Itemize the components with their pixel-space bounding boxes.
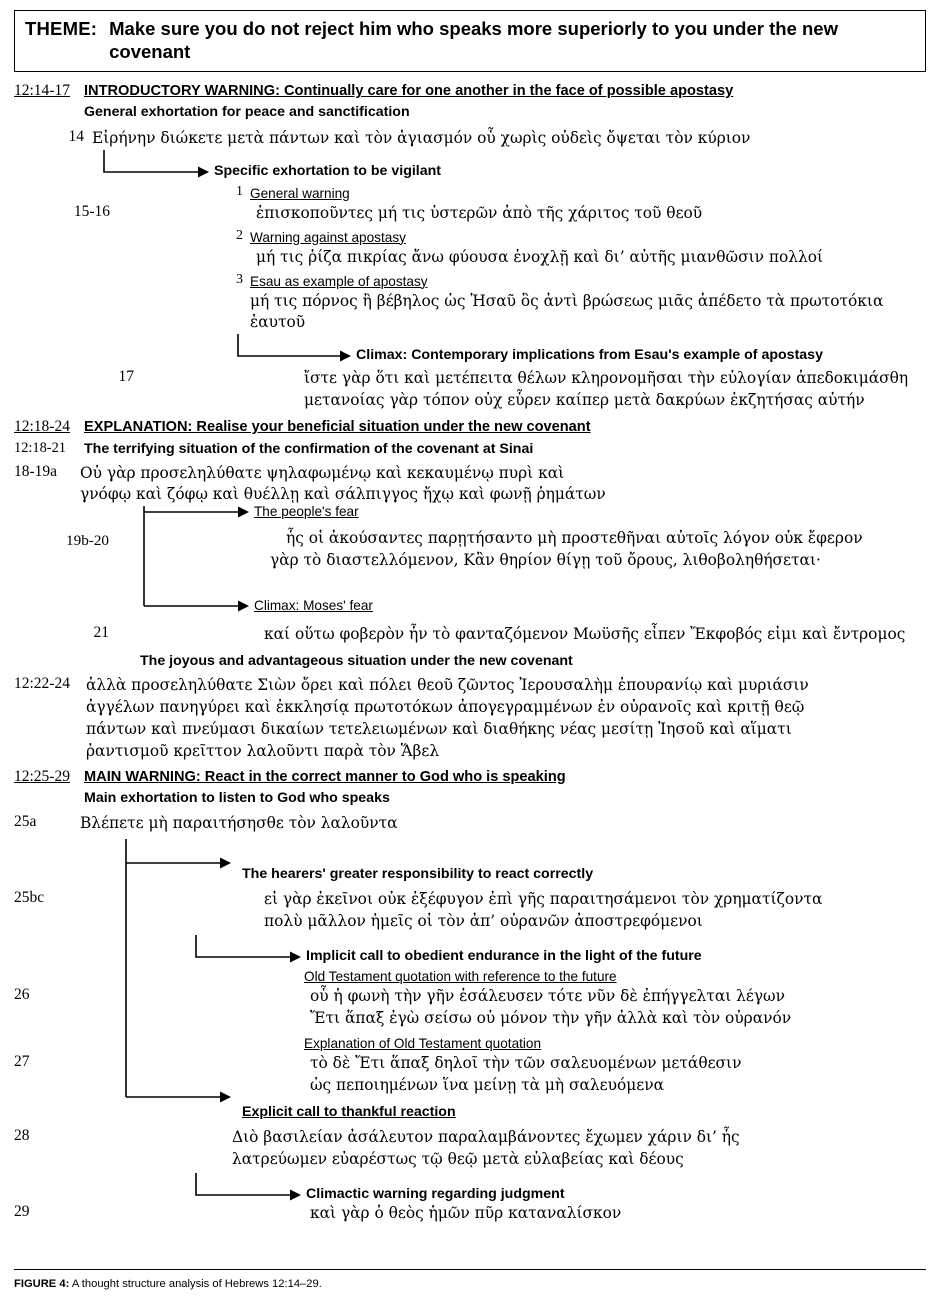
item-2-greek-row [14,247,926,269]
verse-ref-17: 17 [118,368,134,386]
verse-ref-12-22-24: 12:22-24 [14,675,70,693]
heading-explanation: EXPLANATION: Realise your beneficial situation under the new covenant [84,419,591,436]
greek-text-27-l2: ὡς πεποιημένων ἵνα μείνῃ τὰ μὴ σαλευόμενα [310,1076,664,1095]
greek-text-17b: μετανοίας γὰρ τόπον οὐχ εὗρεν καίπερ μετὰ δακρύων ἐκζητήσας αὐτήν [304,391,865,410]
connector-fear-branches [14,506,926,622]
heading-introductory-warning: INTRODUCTORY WARNING: Continually care for one another in the face of possible apostasy [84,83,734,100]
verse-row-18-19a [14,463,926,485]
greek-text-26-l1: οὗ ἡ φωνὴ τὴν γῆν ἐσάλευσεν τότε νῦν δὲ ἐπήγγελται λέγων [310,986,785,1005]
greek-text-14: Εἰρήνην διώκετε μετὰ πάντων καὶ τὸν ἁγιασμόν οὗ χωρὶς οὐδεὶς ὄψεται τὸν κύριον [92,128,751,147]
arrow-label-peoples-fear: The people's fear [254,504,359,520]
arrow-label-climax-esau: Climax: Contemporary implications from Esau's example of apostasy [356,347,823,364]
connector-climax-esau [14,334,926,368]
greek-text-25bc-l2: πολὺ μᾶλλον ἡμεῖς οἱ τὸν ἀπ’ οὐρανῶν ἀποστρεφόμενοι [264,911,703,930]
theme-label: THEME: [25,18,98,39]
verse-row-17a [14,368,926,390]
item-1-label-row [14,184,926,203]
connector-specific-exhortation [14,150,926,184]
greek-text-28-l2: λατρεύωμεν εὐαρέστως τῷ θεῷ μετὰ εὐλαβείας καὶ δέους [232,1149,684,1168]
arrow-label-specific-exhortation: Specific exhortation to be vigilant [214,162,442,179]
subheading-terrifying-situation: The terrifying situation of the confirmation of the covenant at Sinai [84,440,534,457]
greek-text-22-24-l2: ἀγγέλων πανηγύρει καὶ ἐκκλησίᾳ πρωτοτόκων ἀπογεγραμμένων ἐν οὐρανοῖς καὶ κριτῇ θεῷ [86,697,805,716]
item-2-number: 2 [236,227,243,243]
ref-12-14-17: 12:14-17 [14,82,70,100]
greek-text-25a: Βλέπετε μὴ παραιτήσησθε τὸν λαλοῦντα [80,814,398,833]
label-explanation-of-quotation: Explanation of Old Testament quotation [304,1036,542,1052]
theme-box [14,10,926,72]
greek-text-item-3: μή τις πόρνος ἢ βέβηλος ὡς Ἠσαῦ ὃς ἀντὶ βρώσεως μιᾶς ἀπέδετο τὰ πρωτοτόκια ἑαυτοῦ [249,291,884,332]
figure-caption-text: A thought structure analysis of Hebrews 12:14–29. [71,1278,322,1291]
figure-caption [14,1277,322,1292]
label-ot-quotation: Old Testament quotation with reference to the future [304,968,617,984]
verse-row-17b [14,390,926,412]
greek-text-22-24-l1: ἀλλὰ προσεληλύθατε Σιὼν ὄρει καὶ πόλει θεοῦ ζῶντος Ἰερουσαλὴμ ἐπουρανίῳ καὶ μυριάσιν [86,676,809,695]
verse-ref-26: 26 [14,985,30,1003]
ref-12-25-29: 12:25-29 [14,767,70,785]
verse-row-18-19a-cont [14,484,926,506]
greek-text-22-24-l3: πάντων καὶ πνεύμασι δικαίων τετελειωμένων καὶ διαθήκης νέας μεσίτῃ Ἰησοῦ καὶ αἵματι [86,719,792,738]
arrow-label-moses-fear: Climax: Moses' fear [254,598,373,614]
arrow-label-explicit-call: Explicit call to thankful reaction [242,1104,456,1121]
caption-divider [14,1269,926,1270]
ref-12-18-24: 12:18-24 [14,418,70,436]
arrow-label-implicit-call: Implicit call to obedient endurance in the light of the future [306,947,702,964]
greek-text-18-19a-cont: γνόφῳ καὶ ζόφῳ καὶ θυέλλῃ καὶ σάλπιγγος ἤχῳ καὶ φωνῇ ῥημάτων [80,485,606,504]
greek-text-17a: ἴστε γὰρ ὅτι καὶ μετέπειτα θέλων κληρονομῆσαι τὴν εὐλογίαν ἀπεδοκιμάσθη [304,369,909,388]
verse-ref-19b-20: 19b-20 [66,532,110,550]
greek-text-27-l1: τὸ δὲ Ἔτι ἅπαξ δηλοῖ τὴν τῶν σαλευομένων μετάθεσιν [310,1054,742,1073]
subheading-joyous-row [14,652,926,672]
arrow-label-hearers-responsibility: The hearers' greater responsibility to react correctly [242,866,594,883]
section-explanation-heading-row [14,418,926,438]
connector-climactic-warning [14,1171,926,1203]
ref-12-18-21: 12:18-21 [14,439,66,456]
section-intro-heading-row [14,82,926,102]
verse-row-25a [14,813,926,835]
item-2-label-row [14,228,926,247]
greek-text-26-l2: Ἔτι ἅπαξ ἐγὼ σείσω οὐ μόνον τὴν γῆν ἀλλὰ καὶ τὸν οὐρανόν [310,1008,792,1027]
verse-row-22-24 [14,675,926,763]
verse-ref-14: 14 [68,127,84,145]
item-1-number: 1 [236,183,243,199]
greek-text-item-2: μή τις ῥίζα πικρίας ἄνω φύουσα ἐνοχλῇ καὶ δι’ αὐτῆς μιανθῶσιν πολλοί [256,247,824,266]
greek-text-19b-20-line1: ἧς οἱ ἀκούσαντες παρῃτήσαντο μὴ προστεθῆναι αὐτοῖς λόγον οὐκ ἔφερον [286,529,863,548]
greek-text-29: καὶ γὰρ ὁ θεὸς ἡμῶν πῦρ καταναλίσκον [310,1203,622,1222]
verse-ref-18-19a: 18-19a [14,462,58,480]
subheading-general-exhortation: General exhortation for peace and sanctification [84,103,410,120]
section-main-heading-row [14,768,926,788]
item-3-number: 3 [236,271,243,287]
section-main-sub-row [14,789,926,809]
subheading-main-exhortation: Main exhortation to listen to God who speaks [84,790,390,807]
verse-ref-28: 28 [14,1127,30,1145]
greek-text-18-19a: Οὐ γὰρ προσεληλύθατε ψηλαφωμένῳ καὶ κεκαυμένῳ πυρὶ καὶ [80,463,565,482]
verse-ref-25bc: 25bc [14,888,45,906]
verse-ref-29: 29 [14,1202,30,1220]
greek-text-25bc-l1: εἰ γὰρ ἐκεῖνοι οὐκ ἐξέφυγον ἐπὶ γῆς παραιτησάμενοι τὸν χρηματίζοντα [264,889,823,908]
item-2-label: Warning against apostasy [250,229,406,245]
greek-text-22-24-l4: ῥαντισμοῦ κρεῖττον λαλοῦντι παρὰ τὸν Ἅβελ [86,741,440,760]
connector-implicit-call [14,933,926,967]
arrow-label-climactic-warning: Climactic warning regarding judgment [306,1185,565,1202]
item-1-greek-row [14,203,926,225]
greek-text-19b-20-line2: γὰρ τὸ διαστελλόμενον, Κἂν θηρίον θίγῃ τοῦ ὄρους, λιθοβοληθήσεται· [270,551,821,570]
figure-caption-label: FIGURE 4: [14,1278,70,1291]
verse-ref-15-16: 15-16 [73,202,110,220]
verse-ref-21: 21 [93,624,109,642]
verse-row-21 [14,624,926,646]
verse-row-29 [14,1203,926,1225]
item-1-label: General warning [250,185,350,201]
greek-text-21: καί οὕτω φοβερὸν ἦν τὸ φανταζόμενον Μωϋσῆς εἶπεν Ἔκφοβός εἰμι καὶ ἔντρομος [264,625,906,644]
greek-text-15-16: ἐπισκοποῦντες μή τις ὑστερῶν ἀπὸ τῆς χάριτος τοῦ θεοῦ [256,203,703,222]
verse-row-28 [14,1127,926,1171]
section-explanation-sub-row [14,440,926,460]
verse-ref-25a: 25a [14,813,37,831]
item-3-label-row [14,272,926,291]
item-3-label: Esau as example of apostasy [250,273,428,289]
heading-main-warning: MAIN WARNING: React in the correct manner to God who is speaking [84,768,566,785]
theme-text: Make sure you do not reject him who speaks more superiorly to you under the new covenant [109,18,838,63]
verse-ref-27: 27 [14,1053,30,1071]
section-intro-sub-row [14,103,926,123]
subheading-joyous-situation: The joyous and advantageous situation under the new covenant [140,653,573,670]
item-3-greek-row [14,291,926,335]
greek-text-28-l1: Διὸ βασιλείαν ἀσάλευτον παραλαμβάνοντες ἔχωμεν χάριν δι’ ἧς [232,1128,740,1147]
verse-row-14 [14,128,926,150]
